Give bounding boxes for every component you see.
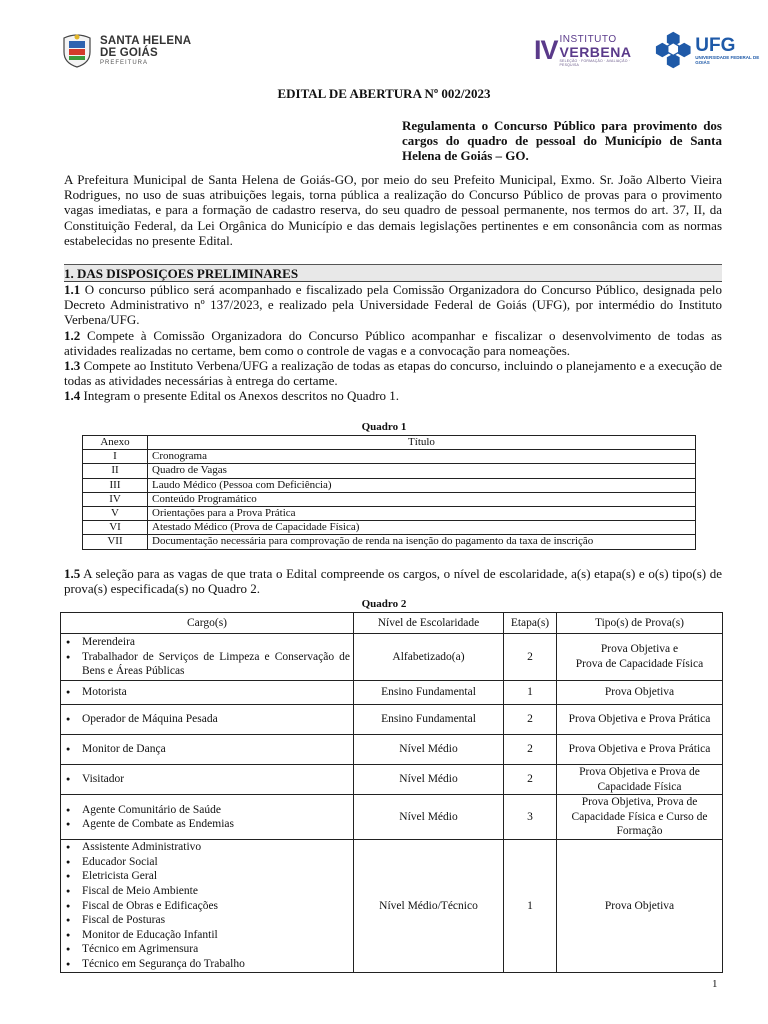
paragraph [64, 388, 722, 403]
table-header: Tipo(s) de Prova(s) [557, 613, 723, 634]
municipality-sub: PREFEITURA [100, 59, 149, 66]
table-cell [61, 840, 354, 972]
table-cell: VII [83, 535, 148, 549]
table-row [83, 464, 696, 478]
paragraph-text: Compete ao Instituto Verbena/UFG a realização de todas as etapas do concurso, incluindo o planejamento e a execução de todas as atividades necessárias à entrega do certame. [64, 358, 722, 389]
table-cell: Prova Objetiva [557, 840, 723, 972]
table-row [61, 735, 723, 765]
table-row [83, 492, 696, 506]
quadro1-table [82, 435, 696, 550]
paragraph-1-5 [64, 566, 722, 596]
table-cell: Prova Objetiva e Prova Prática [557, 735, 723, 765]
municipal-crest-icon [60, 32, 94, 68]
page-number: 1 [712, 978, 718, 990]
list-item: ● Educador Social [64, 855, 350, 870]
paragraph-number: 1.3 [64, 358, 81, 374]
list-item: ● Fiscal de Posturas [64, 913, 350, 928]
table-row [83, 450, 696, 464]
list-item: ● Técnico em Agrimensura [64, 942, 350, 957]
table-cell [61, 705, 354, 735]
table-row [83, 535, 696, 549]
list-item: ● Visitador [64, 772, 350, 787]
verbena-tagline: SELEÇÃO · FORMAÇÃO · AVALIAÇÃO · PESQUISA [559, 58, 631, 67]
table-cell: Prova Objetiva [557, 681, 723, 705]
quadro2-title: Quadro 2 [361, 598, 407, 610]
table-cell: 2 [504, 634, 557, 681]
verbena-logo [560, 34, 643, 67]
table-cell: V [83, 507, 148, 521]
ufg-hexagon-icon [655, 28, 691, 72]
verbena-l1: INSTITUTO [559, 33, 617, 45]
list-item: ● Merendeira [64, 635, 350, 650]
paragraph-text: Compete à Comissão Organizadora do Concurso Público acompanhar e fiscalizar o desenvolvimento de todas as atividades realizadas no certame, bem como o controle de vagas e a convocação para nomeações. [64, 327, 722, 358]
table-cell: Prova Objetiva e Prova Prática [557, 705, 723, 735]
verbena-l2: VERBENA [559, 43, 632, 60]
table-cell: Ensino Fundamental [354, 705, 504, 735]
list-item: ● Fiscal de Meio Ambiente [64, 884, 350, 899]
list-item: ● Monitor de Educação Infantil [64, 928, 350, 943]
table-cell: Cronograma [148, 450, 696, 464]
municipality-name: SANTA HELENA DE GOIÁS [100, 34, 192, 59]
table-header: Etapa(s) [504, 613, 557, 634]
table-cell [61, 735, 354, 765]
quadro2-table [60, 612, 723, 973]
paragraph-number: 1.2 [64, 327, 81, 343]
paragraph-number: 1.4 [64, 388, 81, 404]
ufg-sub: UNIVERSIDADE FEDERAL DE GOIÁS [695, 54, 760, 65]
list-item: ● Trabalhador de Serviços de Limpeza e Conservação de Bens e Áreas Públicas [64, 650, 350, 679]
intro-paragraph: A Prefeitura Municipal de Santa Helena de Goiás-GO, por meio do seu Prefeito Municipal, Exmo. Sr. João Alberto Vieira Rodrigues, no uso de suas atribuições legais, torna pública a realização do Concurso Público de provas para o provimento vagas imediatas, e para a formação de cadastro reserva, do seu quadro de pessoal permanente, nos termos do art. 37, II, da Constituição Federal, da Lei Orgânica do Município e das demais legislações pertinentes e em consonância com as normas estabelecidas no presente Edital. [64, 172, 722, 248]
table-row [61, 705, 723, 735]
table-cell: 1 [504, 681, 557, 705]
table-cell: Prova Objetiva, Prova de Capacidade Física e Curso de Formação [557, 795, 723, 840]
table-cell: Orientações para a Prova Prática [148, 507, 696, 521]
table-cell: Prova Objetiva e Prova de Capacidade Física [557, 634, 723, 681]
table-row [83, 507, 696, 521]
preliminary-paragraphs [64, 282, 722, 404]
table-cell: 1 [504, 840, 557, 972]
table-cell: Nível Médio [354, 795, 504, 840]
paragraph-text: Integram o presente Edital os Anexos descritos no Quadro 1. [80, 388, 400, 404]
table-cell: 2 [504, 705, 557, 735]
table-cell: II [83, 464, 148, 478]
edital-title: EDITAL DE ABERTURA Nº 002/2023 [277, 86, 491, 101]
list-item: ● Assistente Administrativo [64, 840, 350, 855]
table-cell: Ensino Fundamental [354, 681, 504, 705]
table-header-row [83, 436, 696, 450]
paragraph-text: A seleção para as vagas de que trata o Edital compreende os cargos, o nível de escolaridade, a(s) etapa(s) e o(s) tipo(s) de prova(s) especificada(s) no Quadro 2. [64, 566, 722, 597]
table-header: Anexo [83, 436, 148, 450]
table-cell: Nível Médio [354, 765, 504, 795]
list-item: ● Técnico em Segurança do Trabalho [64, 957, 350, 972]
list-item: ● Operador de Máquina Pesada [64, 712, 350, 727]
table-cell [61, 634, 354, 681]
table-cell: VI [83, 521, 148, 535]
table-cell: Nível Médio [354, 735, 504, 765]
table-cell: Atestado Médico (Prova de Capacidade Física) [148, 521, 696, 535]
table-cell: IV [83, 492, 148, 506]
table-cell: Conteúdo Programático [148, 492, 696, 506]
paragraph-number: 1.1 [64, 282, 81, 297]
list-item: ● Agente Comunitário de Saúde [64, 803, 350, 818]
santa-helena-logo [60, 32, 191, 68]
list-item: ● Eletricista Geral [64, 869, 350, 884]
table-cell: Documentação necessária para comprovação de renda na isenção do pagamento da taxa de inscrição [148, 535, 696, 549]
table-cell [61, 765, 354, 795]
edital-summary: Regulamenta o Concurso Público para provimento dos cargos do quadro de pessoal do Município de Santa Helena de Goiás – GO. [402, 118, 722, 163]
table-header: Cargo(s) [61, 613, 354, 634]
table-cell [61, 681, 354, 705]
ufg-logo [695, 36, 768, 65]
table-row [83, 521, 696, 535]
table-cell: Alfabetizado(a) [354, 634, 504, 681]
table-header-row [61, 613, 723, 634]
table-row [61, 840, 723, 972]
list-item: ● Monitor de Dança [64, 742, 350, 757]
list-item: ● Fiscal de Obras e Edificações [64, 899, 350, 914]
table-row [61, 795, 723, 840]
table-cell: Laudo Médico (Pessoa com Deficiência) [148, 478, 696, 492]
table-cell: III [83, 478, 148, 492]
table-cell: I [83, 450, 148, 464]
table-row [83, 478, 696, 492]
table-cell: 3 [504, 795, 557, 840]
verbena-mark: IV [534, 35, 558, 65]
paragraph-text: O concurso público será acompanhado e fiscalizado pela Comissão Organizadora do Concurso Público, designada pelo Decreto Administrativo nº 137/2023, e realizado pela Universidade Federal de Goiás (UFG), por intermédio do Instituto Verbena/UFG. [64, 282, 722, 328]
paragraph [64, 358, 722, 388]
table-cell [61, 795, 354, 840]
table-cell: Prova Objetiva e Prova de Capacidade Física [557, 765, 723, 795]
table-row [61, 765, 723, 795]
table-cell: Quadro de Vagas [148, 464, 696, 478]
quadro1-title: Quadro 1 [361, 421, 407, 433]
table-row [61, 681, 723, 705]
table-cell: 2 [504, 735, 557, 765]
paragraph-number: 1.5 [64, 566, 81, 581]
list-item: ● Motorista [64, 685, 350, 700]
ufg-name: UFG [695, 34, 736, 56]
list-item: ● Agente de Combate as Endemias [64, 817, 350, 832]
table-header: Título [148, 436, 696, 450]
table-header: Nível de Escolaridade [354, 613, 504, 634]
section-heading: 1. DAS DISPOSIÇOES PRELIMINARES [64, 264, 722, 282]
table-row [61, 634, 723, 681]
table-cell: Nível Médio/Técnico [354, 840, 504, 972]
paragraph [64, 328, 722, 358]
partner-logos [534, 28, 768, 72]
paragraph [64, 282, 722, 328]
table-cell: 2 [504, 765, 557, 795]
